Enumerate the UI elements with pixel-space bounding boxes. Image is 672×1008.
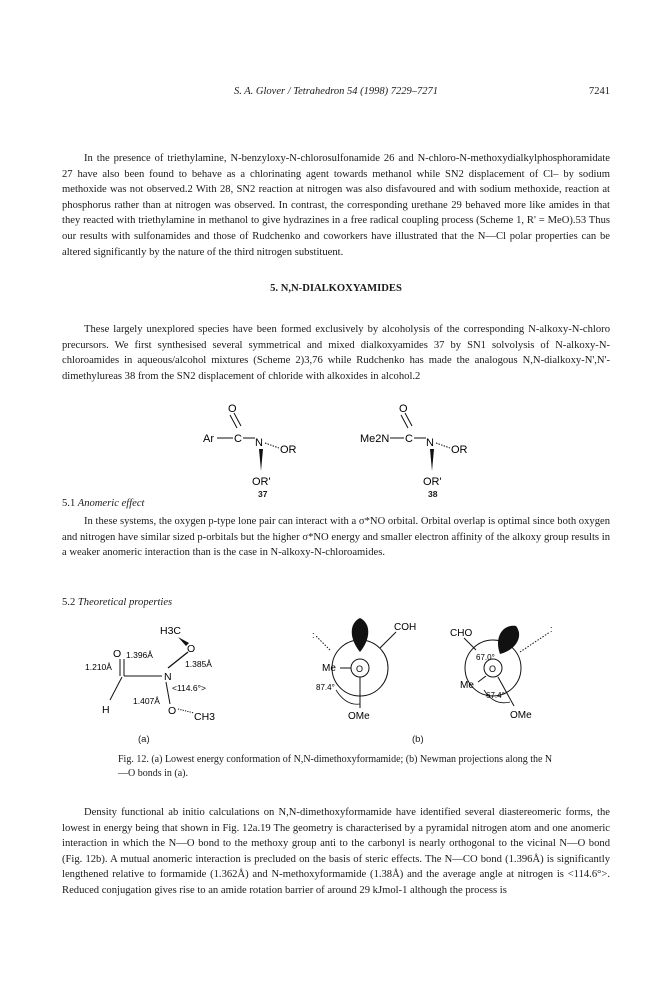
newman-methoxy-left: OMe bbox=[348, 711, 370, 722]
page-number: 7241 bbox=[589, 86, 610, 97]
newman-angle-right-top: 67.0° bbox=[476, 653, 495, 662]
subsection-1-title: Anomeric effect bbox=[77, 498, 145, 509]
c-o-bond-length: 1.210Å bbox=[85, 662, 112, 672]
newman-angle-left: 87.4° bbox=[316, 683, 335, 692]
running-title: S. A. Glover / Tetrahedron 54 (1998) 7229–7271 bbox=[233, 86, 439, 97]
figure-12a bbox=[80, 620, 280, 745]
nitrogen-label: N bbox=[164, 671, 172, 683]
compound-label-38: 38 bbox=[428, 489, 438, 499]
newman-oxygen-left: O bbox=[356, 664, 364, 674]
alkoxy-group: OR bbox=[280, 444, 297, 456]
lone-pair-orbital-right bbox=[498, 626, 519, 654]
nitrogen-atom: N bbox=[426, 437, 434, 449]
lone-pair-dots-left: : bbox=[312, 630, 315, 640]
lone-pair-orbital bbox=[352, 618, 369, 652]
section-title: 5. N,N-DIALKOXYAMIDES bbox=[270, 283, 402, 294]
n-c-bond-length: 1.396Å bbox=[126, 650, 153, 660]
newman-methoxy-right: OMe bbox=[510, 710, 532, 721]
carbonyl-carbon: C bbox=[405, 433, 413, 445]
subsection-1-heading bbox=[62, 498, 145, 509]
paragraph-3: In these systems, the oxygen p-type lone pair can interact with a σ*NO orbital. Orbital overlap is optimal since both oxygen and nitrogen have similar sized p-orbitals but the higher σ*NO energy and smaller electron affinity of the alkoxy group results in a weaker anomeric interaction than is the case in N-alkoxy-N-chloroamides. bbox=[62, 516, 610, 559]
top-oxygen-label: O bbox=[187, 643, 196, 655]
carbonyl-oxygen: O bbox=[399, 403, 408, 415]
paragraph-1: In the presence of triethylamine, N-benzyloxy-N-chlorosulfonamide 26 and N-chloro-N-methoxydialkylphosphoramidate 27 have also been found to behave as a chlorinating agent towards methanol while SN2 displacement of Cl– by sodium methoxide was not observed.2 With 28, SN2 reaction at nitrogen was also disfavoured and with sodium methoxide, reaction at phosphorus rather than at nitrogen was observed. In contrast, the corresponding urethane 29 behaved more like amides in that they reacted with triethylamine in methanol to give hydrazines in a free radical coupling process (Scheme 1, R' = MeO).53 Thus our results with sulfonamides and those of Rudchenko and coworkers have illustrated that the N—Cl polar properties can be altered significantly by the nature of the third nitrogen substituent. bbox=[62, 153, 610, 258]
n-o-bottom-bond-length: 1.407Å bbox=[133, 696, 160, 706]
newman-angle-right-bottom: 67.4° bbox=[486, 691, 505, 700]
figure-caption: Fig. 12. (a) Lowest energy conformation of N,N-dimethoxyformamide; (b) Newman projections along the N—O bonds in (a). bbox=[118, 754, 553, 779]
newman-formyl-left: COH bbox=[394, 622, 417, 633]
nitrogen-atom: N bbox=[255, 437, 263, 449]
carbonyl-carbon: C bbox=[234, 433, 242, 445]
subsection-2-heading bbox=[62, 597, 172, 608]
figure-a-tag: (a) bbox=[138, 734, 150, 745]
figure-12b bbox=[288, 610, 598, 745]
alkoxy-group-prime: OR' bbox=[423, 476, 442, 488]
lone-pair-dots-right: : bbox=[550, 624, 553, 634]
subsection-2-number: 5.2 bbox=[62, 597, 76, 608]
structure-38 bbox=[358, 395, 478, 505]
dimethylamino-substituent: Me2N bbox=[360, 433, 390, 445]
alkoxy-group: OR bbox=[451, 444, 468, 456]
paragraph-4: Density functional ab initio calculations on N,N-dimethoxyformamide have identified several diastereomeric forms, the lowest in energy being that shown in Fig. 12a.19 The geometry is characterised by a pyramidal nitrogen atom and one anomeric interaction in which the N—O bond to the methoxy group anti to the carbonyl is nearly orthogonal to the vicinal N—O bond (Fig. 12b). A mutual anomeric interaction is precluded on the basis of steric effects. The N—CO bond (1.396Å) is significantly lengthened relative to formamide (1.362Å) and N-methoxyformamide (1.38Å) and the average angle at nitrogen is <114.6°>. Reduced conjugation gives rise to an amide rotation barrier of around 29 kJmol-1 although the process is bbox=[62, 807, 610, 896]
nitrogen-angle: <114.6°> bbox=[172, 683, 206, 693]
newman-oxygen-right: O bbox=[489, 664, 497, 674]
aryl-substituent: Ar bbox=[203, 433, 214, 445]
alkoxy-group-prime: OR' bbox=[252, 476, 271, 488]
carbonyl-oxygen: O bbox=[228, 403, 237, 415]
bottom-oxygen-label: O bbox=[168, 705, 177, 717]
compound-label-37: 37 bbox=[258, 489, 268, 499]
newman-methyl-left: Me bbox=[322, 663, 336, 674]
formyl-hydrogen-label: H bbox=[102, 704, 110, 716]
newman-formyl-right: CHO bbox=[450, 628, 473, 639]
n-o-top-bond-length: 1.385Å bbox=[185, 659, 212, 669]
subsection-1-number: 5.1 bbox=[62, 498, 76, 509]
top-methyl-label: H3C bbox=[160, 625, 182, 637]
bottom-methyl-label: CH3 bbox=[194, 711, 216, 723]
running-head bbox=[0, 86, 672, 102]
structure-37 bbox=[195, 395, 305, 505]
carbonyl-oxygen-label: O bbox=[113, 648, 122, 660]
paragraph-2: These largely unexplored species have been formed exclusively by alcoholysis of the corresponding N-alkoxy-N-chloro precursors. We first synthesised several symmetrical and mixed dialkoxyamides 37 by SN1 solvolysis of N-alkoxy-N-chloroamides in aqueous/alcohol mixtures (Scheme 2)3,76 while Rudchenko has made the analogous N,N-dialkoxy-N',N'-dimethylureas 38 from the SN2 displacement of chloride with alkoxides in alcohol.2 bbox=[62, 324, 610, 382]
newman-methyl-right: Me bbox=[460, 680, 474, 691]
subsection-2-title: Theoretical properties bbox=[77, 597, 173, 608]
figure-b-tag: (b) bbox=[412, 734, 424, 745]
